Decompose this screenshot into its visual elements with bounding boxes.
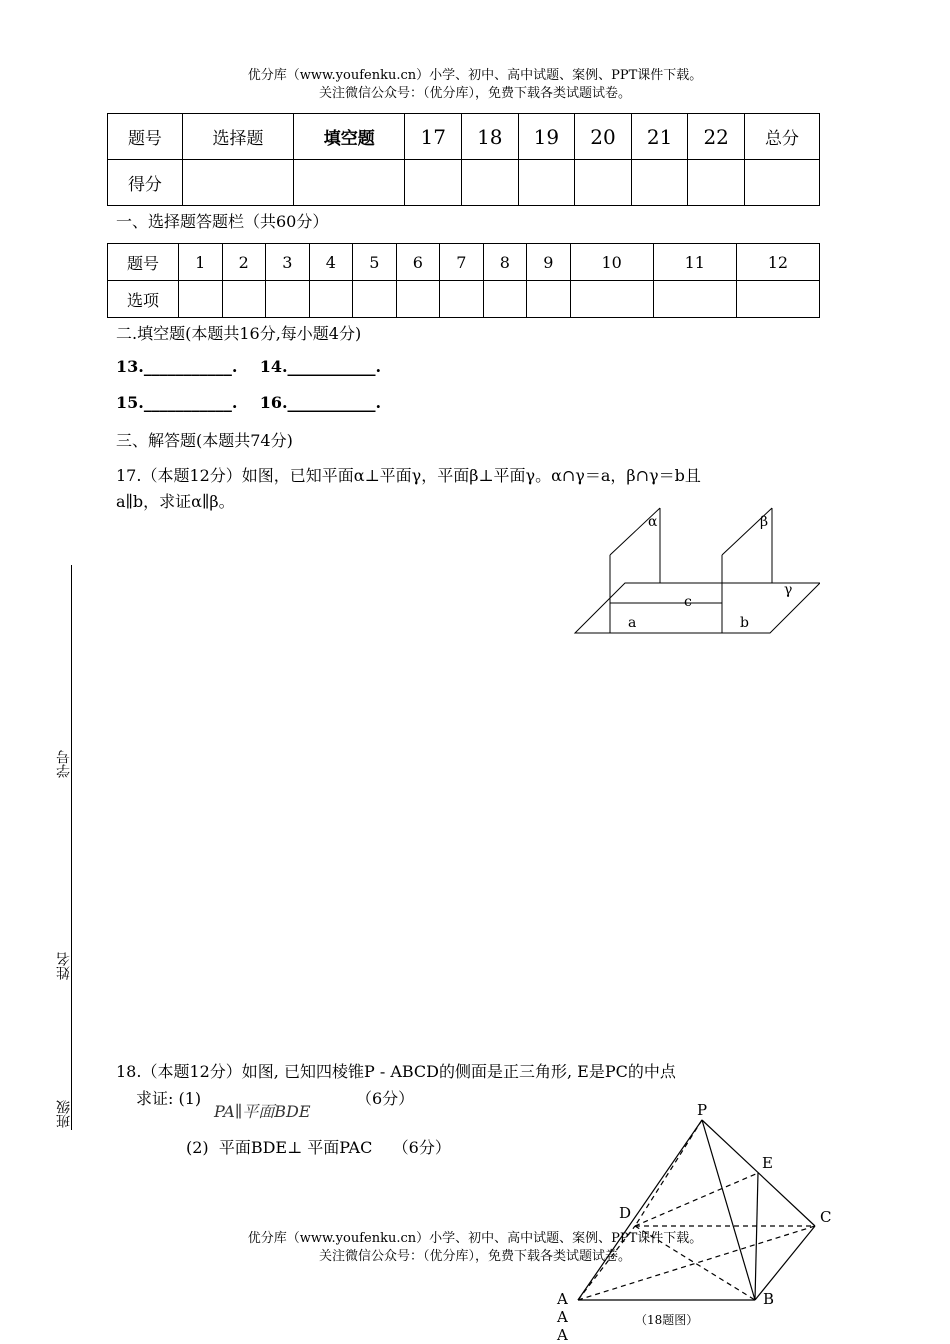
choice-answer-cell[interactable] [353,281,397,318]
label-C: C [820,1208,832,1226]
choice-header-row [108,244,820,281]
choice-number-cell: 5 [353,244,397,281]
edge-DE [635,1173,758,1226]
q18-figure [550,1100,840,1344]
label-beta: β [760,514,769,530]
label-B: B [763,1290,775,1308]
student-id-label: 学号 [56,750,72,778]
score-header-cell: 18 [462,114,519,160]
label-alpha: α [648,514,658,530]
q18-line-3: (2) 平面BDE⊥ 平面PAC （6分） [186,1138,451,1157]
choice-number-cell: 2 [222,244,266,281]
choice-header-label: 题号 [108,244,179,281]
score-table-header-row [108,114,820,160]
choice-answer-cell[interactable] [653,281,736,318]
q18-line-2-score: （6分） [356,1089,415,1108]
label-D: D [619,1204,632,1222]
score-header-cell: 19 [518,114,575,160]
choice-number-cell: 12 [736,244,819,281]
score-cell[interactable] [462,160,519,206]
choice-row-label: 选项 [108,281,179,318]
label-E: E [762,1154,773,1172]
score-header-cell: 选择题 [182,114,293,160]
class-label: 班级 [56,1100,72,1128]
choice-number-cell: 9 [527,244,571,281]
choice-answer-cell[interactable] [179,281,223,318]
edge-PD [635,1120,702,1226]
q18-caption: （18题图） [635,1313,699,1327]
q17-line-1: 17.（本题12分）如图，已知平面α⊥平面γ，平面β⊥平面γ。α∩γ＝a，β∩γ＝b且 [116,466,701,485]
choice-answer-cell[interactable] [527,281,571,318]
footer-line-1: 优分库（www.youfenku.cn）小学、初中、高中试题、案例、PPT课件下载。 [247,1231,703,1246]
choice-number-cell: 7 [440,244,484,281]
score-header-cell: 20 [575,114,632,160]
footer-line-2: 关注微信公众号：（优分库），免费下载各类试题试卷。 [318,1249,631,1264]
choice-answer-cell[interactable] [483,281,527,318]
choice-answer-cell[interactable] [309,281,353,318]
q18-line-2-prefix: 求证: (1) [136,1089,202,1108]
name-label: 姓名 [56,952,72,980]
score-cell[interactable] [518,160,575,206]
score-cell[interactable] [575,160,632,206]
choice-answer-cell[interactable] [440,281,484,318]
score-header-cell: 22 [688,114,745,160]
choice-answer-cell[interactable] [396,281,440,318]
score-cell[interactable] [744,160,819,206]
choice-answer-row [108,281,820,318]
score-row-label: 得分 [108,160,183,206]
header-line-2: 关注微信公众号：（优分库），免费下载各类试题试卷。 [318,86,631,101]
score-cell[interactable] [688,160,745,206]
q18-line-1: 18.（本题12分）如图, 已知四棱锥P - ABCD的侧面是正三角形, E是PC的中点 [116,1062,676,1081]
label-b: b [740,615,749,631]
choice-number-cell: 1 [179,244,223,281]
section1-title: 一、选择题答题栏（共60分） [116,212,329,231]
choice-answer-cell[interactable] [266,281,310,318]
score-header-cell: 题号 [108,114,183,160]
label-A: A [557,1290,568,1308]
section3-title: 三、解答题(本题共74分) [116,431,293,450]
binding-line [71,565,72,1130]
edge-PC [702,1120,815,1226]
choice-answer-cell[interactable] [222,281,266,318]
score-cell[interactable] [182,160,293,206]
score-table [107,113,820,206]
score-cell[interactable] [631,160,688,206]
choice-number-cell: 6 [396,244,440,281]
fill-blank-row-1[interactable]: 13.___________. 14.___________. [116,357,382,376]
label-a: a [628,615,637,631]
section2-title: 二.填空题(本题共16分,每小题4分) [116,324,362,343]
label-gamma: γ [784,582,793,598]
header-line-1: 优分库（www.youfenku.cn）小学、初中、高中试题、案例、PPT课件下载。 [247,68,703,83]
score-header-cell: 21 [631,114,688,160]
fill-blank-row-2[interactable]: 15.___________. 16.___________. [116,393,382,412]
edge-PB [702,1120,755,1300]
choice-answer-cell[interactable] [736,281,819,318]
score-header-cell: 总分 [744,114,819,160]
score-cell[interactable] [294,160,405,206]
q17-figure [560,500,820,640]
label-A-2: A [557,1308,568,1326]
score-cell[interactable] [405,160,462,206]
choice-number-cell: 10 [570,244,653,281]
choice-number-cell: 11 [653,244,736,281]
score-header-cell: 填空题 [294,114,405,160]
score-table-score-row [108,160,820,206]
label-P: P [697,1101,708,1119]
label-A-3: A [557,1326,568,1344]
choice-answer-cell[interactable] [570,281,653,318]
label-c: c [684,594,692,610]
choice-number-cell: 8 [483,244,527,281]
choice-number-cell: 3 [266,244,310,281]
q18-line-2-formula: PA∥平面BDE [214,1102,311,1121]
choice-answer-table [107,243,820,318]
edge-PA [578,1120,702,1300]
choice-number-cell: 4 [309,244,353,281]
score-header-cell: 17 [405,114,462,160]
q17-line-2: a∥b，求证α∥β。 [116,492,235,511]
